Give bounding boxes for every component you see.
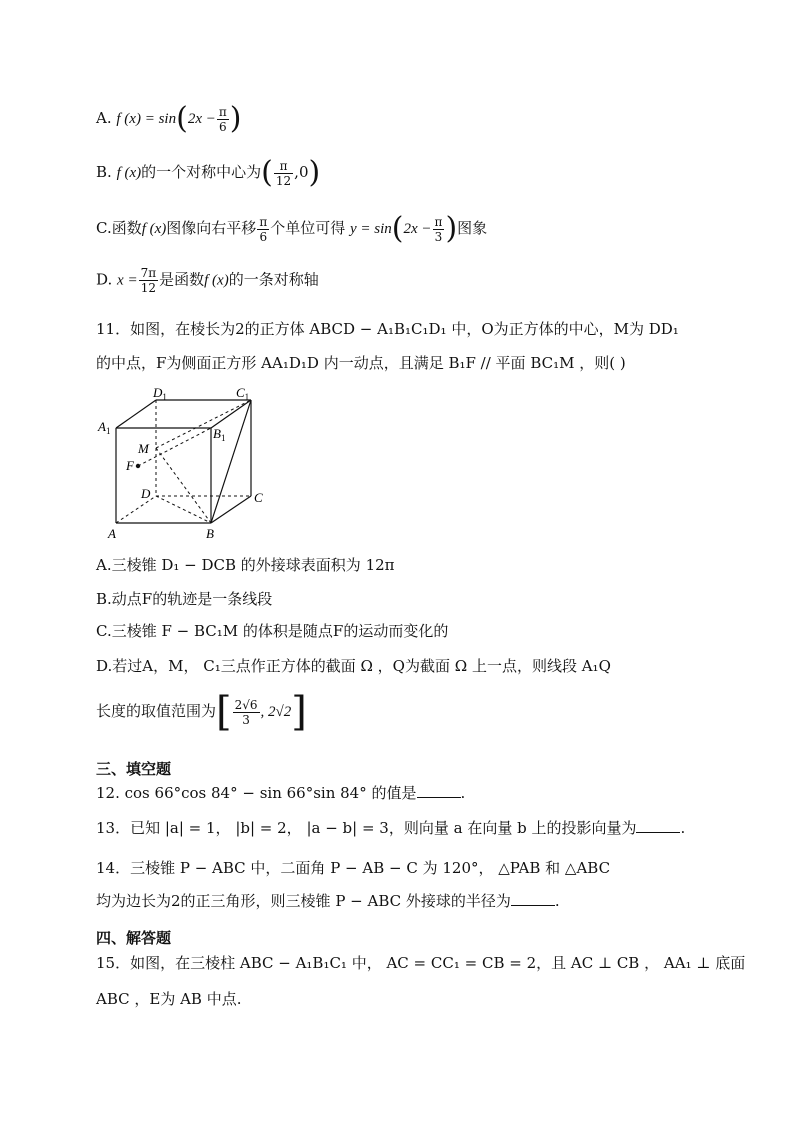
svg-text:C: C: [254, 490, 263, 505]
q10-option-d: D. x = $\frac{7\pi}{12}$ 是函数f (x)的一条对称轴: [96, 266, 319, 295]
svg-text:M: M: [138, 441, 149, 456]
point-f: [136, 464, 140, 468]
q14-line2: 均为边长为2的正三角形，则三棱锥 P − ABC 外接球的半径为 .: [96, 892, 560, 910]
answer-blank: [417, 783, 461, 798]
fraction: $\frac{\pi}{12}$: [275, 158, 292, 188]
q11-option-b: B.动点F的轨迹是一条线段: [96, 590, 273, 608]
fraction: $\frac{7\pi}{12}$: [140, 266, 157, 295]
q15-line2: ABC ，E为 AB 中点.: [96, 990, 242, 1008]
q10-option-a: A. f (x) = sin(2x − $\frac{\pi}{6}$ ): [96, 101, 242, 136]
q10-option-c: C.函数f (x)图像向右平移 $\frac{\pi}{6}$ 个单位可得 y = sin(2x − $\frac{\pi}{3}$ )图象: [96, 211, 488, 246]
q11-stem-line2: 的中点，F为侧面正方形 AA₁D₁D 内一动点，且满足 B₁F // 平面 BC₁M ，则( ): [96, 354, 626, 372]
fraction: $\frac{\pi}{3}$: [434, 214, 443, 244]
cube-figure: [96, 386, 276, 544]
q11-option-c: C.三棱锥 F − BC₁M 的体积是随点F的运动而变化的: [96, 622, 449, 640]
svg-text:D1: $D_1$: [153, 386, 167, 402]
q11-stem-line1: 11．如图，在棱长为2的正方体 ABCD − A₁B₁C₁D₁ 中，O为正方体的中心，M为 DD₁: [96, 320, 679, 338]
q11-option-d-line1: D.若过A，M， C₁三点作正方体的截面 Ω ，Q为截面 Ω 上一点，则线段 A₁Q: [96, 657, 611, 675]
svg-text:B: B: [206, 526, 214, 541]
fraction: $\frac{\pi}{6}$: [259, 214, 268, 244]
svg-text:F: F: [126, 458, 134, 473]
section-heading-fill-in: 三、填空题: [96, 760, 172, 778]
answer-blank: [511, 891, 555, 906]
q14-line1: 14．三棱锥 P − ABC 中，二面角 P − AB − C 为 120°， △PAB 和 △ABC: [96, 859, 611, 877]
svg-text:C1: $C_1$: [236, 386, 250, 402]
q13: 13．已知 |a| = 1， |b| = 2， |a − b| = 3，则向量 a 在向量 b 上的投影向量为 .: [96, 819, 686, 837]
cube-diagram: [96, 386, 276, 544]
svg-text:A1: $A_1$: [98, 419, 111, 436]
q10-option-a-expr: f (x) = sin: [116, 111, 177, 127]
fraction: $\frac{2√6}{3}$: [234, 697, 258, 727]
q10-option-b: B. f (x)的一个对称中心为( $\frac{\pi}{12}$ ,0): [96, 155, 321, 190]
q12: 12. cos 66°cos 84° − sin 66°sin 84° 的值是 .: [96, 784, 466, 802]
fraction: $\frac{\pi}{6}$: [218, 104, 227, 134]
svg-text:D: D: [141, 486, 151, 501]
q15-line1: 15．如图，在三棱柱 ABC − A₁B₁C₁ 中， AC = CC₁ = CB = 2，且 AC ⊥ CB ， AA₁ ⊥ 底面: [96, 954, 746, 972]
q11-option-a: A.三棱锥 D₁ − DCB 的外接球表面积为 12π: [96, 556, 395, 574]
svg-text:B1: $B_1$: [213, 426, 226, 443]
section-heading-solutions: 四、解答题: [96, 929, 172, 947]
q11-option-d-line2: 长度的取值范围为[ $\frac{2√6}{3}$ , 2√2]: [96, 689, 307, 735]
answer-blank: [636, 818, 680, 833]
svg-text:A: A: [108, 526, 116, 541]
